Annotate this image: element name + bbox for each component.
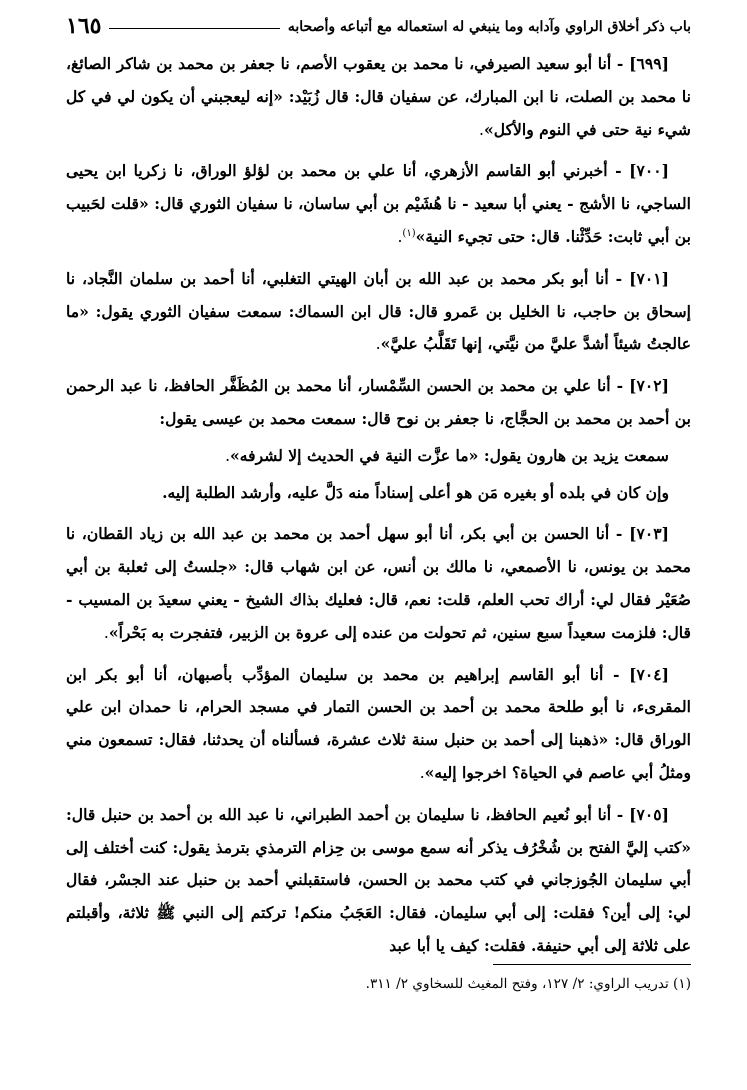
paragraph (66, 518, 691, 649)
narration-number: [٧٠٤] (629, 664, 669, 684)
paragraph (66, 155, 691, 253)
header-rule (109, 28, 279, 29)
quoted-text: «ذهبنا إلى أحمد بن حنبل سنة ثلاث عشرة، فسألناه أن يحدثنا، فقال: تسمعون مني ومثلُ أبي عاصم في الحياة؟ اخرجوا إليه» (66, 730, 691, 782)
footnote-marker: (١) (402, 227, 416, 239)
narration-number: [٦٩٩] (629, 54, 669, 73)
punctuation: . (375, 335, 381, 354)
punctuation: . (225, 446, 231, 465)
punctuation: . (103, 623, 109, 642)
narration-number: [٧٠٣] (629, 524, 669, 544)
paragraph (66, 440, 691, 473)
narration-number: [٧٠١] (629, 268, 669, 288)
isnad-text: - أنا أبو نُعيم الحافظ، نا سليمان بن أحمد الطبراني، نا عبد الله بن أحمد بن حنبل قال: (66, 804, 630, 824)
isnad-text: وإن كان في بلده أو بغيره مَن هو أعلى إسناداً منه دَلَّ عليه، وأرشد الطلبة إليه. (162, 482, 669, 502)
paragraph (66, 799, 691, 963)
narration-number: [٧٠٥] (629, 804, 669, 824)
quoted-text: «قلت لحَبيب بن أبي ثابت: حَدِّثْنا. قال: حتى تجيء النية» (66, 194, 691, 246)
quoted-text: «ما عزَّت النية في الحديث إلا لشرفه» (230, 445, 479, 465)
paragraph (66, 477, 691, 510)
footnotes (66, 972, 691, 996)
page-number: ١٦٥ (66, 13, 102, 39)
paragraph (66, 263, 691, 361)
isnad-text: - أنا الحسن بن أبي بكر، أنا أبو سهل أحمد بن محمد بن عبد الله بن زياد القطان، نا محمد بن يونس، نا الأصمعي، نا مالك بن أنس، عن ابن شهاب قال: (66, 524, 691, 577)
header-title: باب ذكر أخلاق الراوي وآدابه وما ينبغي له استعماله مع أتباعه وأصحابه (287, 19, 691, 35)
quoted-text: «إنه ليعجبني أن يكون لي في كل شيء نية حتى في النوم والأكل» (66, 86, 691, 139)
punctuation: . (397, 227, 403, 246)
isnad-text: - أنا أبو بكر محمد بن عبد الله بن أبان الهيتي التغلبي، أنا أحمد بن سلمان النَّجاد، نا إسحاق بن حاجب، نا الخليل بن عَمرو قال: قال ابن السماك: سمعت سفيان الثوري يقول: (66, 268, 691, 321)
quoted-text: «ما عالجتُ شيئاً أشدَّ عليَّ من نيَّتي، إنها تَقَلَّبُ عليَّ» (66, 301, 691, 354)
narration-number: [٧٠٠] (629, 161, 669, 181)
main-text (66, 48, 691, 972)
quoted-text: «كتب إليَّ الفتح بن شُخْرُف يذكر أنه سمع موسى بن حِزام الترمذي بترمذ يقول: كنت أختلف إلى أبي سليمان الجُوزجاني في كتب محمد بن الحسن، فاستقبلني أحمد بن حنبل عند الجسْر، فقال لي: إلى أين؟ فقلت: إلى أبي سليمان. فقال: العَجَبُ منكم! تركتم إلى النبي ﷺ ثلاثة، وأقبلتم على ثلاثة إلى أبي حنيفة. فقلت: كيف يا أبا عبد (66, 837, 691, 955)
punctuation: . (419, 763, 425, 782)
isnad-text: - أنا أبو سعيد الصيرفي، نا محمد بن يعقوب الأصم، نا جعفر بن محمد بن شاكر الصائغ، نا محمد بن الصلت، نا ابن المبارك، عن سفيان قال: قال زُبَيْد: (66, 54, 692, 106)
isnad-text: - أخبرني أبو القاسم الأزهري، أنا علي بن محمد بن لؤلؤ الوراق، نا زكريا ابن يحيى الساجي، نا الأشج - يعني أبا سعيد - نا هُشَيْم بن أبي ساسان، نا سفيان الثوري قال: (66, 161, 692, 214)
footnote-separator (493, 964, 691, 965)
punctuation: . (479, 120, 485, 139)
quoted-text: «جلستُ إلى ثعلبة بن أبي صُعَيْر فقال لي: أراك تحب العلم، قلت: نعم، قال: فعليك بذاك الشيخ - يعني سعيدَ بن المسيب - قال: فلزمت سعيداً سبع سنين، ثم تحولت من عنده إلى عروة بن الزبير، فتفجرت به بَحْراً» (66, 557, 691, 642)
paragraph (66, 48, 691, 146)
running-header (66, 8, 691, 40)
isnad-text: سمعت يزيد بن هارون يقول: (478, 445, 669, 465)
paragraph (66, 659, 691, 790)
paragraph (66, 370, 691, 436)
isnad-text: - أنا علي بن محمد بن الحسن السِّمْسار، أنا محمد بن المُظَفَّر الحافظ، نا عبد الرحمن بن أحمد بن محمد بن الحجَّاج، نا جعفر بن نوح قال: سمعت محمد بن عيسى يقول: (66, 376, 691, 428)
isnad-text: - أنا أبو القاسم إبراهيم بن محمد بن سليمان المؤدِّب بأصبهان، أنا أبو بكر ابن المقرىء، نا أبو طلحة محمد بن أحمد بن الحسن التمار في مسجد الحرام، نا حمدان ابن علي الوراق قال: (66, 664, 691, 750)
narration-number: [٧٠٢] (629, 376, 669, 396)
footnote-item: (١) تدريب الراوي: ٢/ ١٢٧، وفتح المغيث للسخاوي ٢/ ٣١١. (365, 976, 691, 992)
